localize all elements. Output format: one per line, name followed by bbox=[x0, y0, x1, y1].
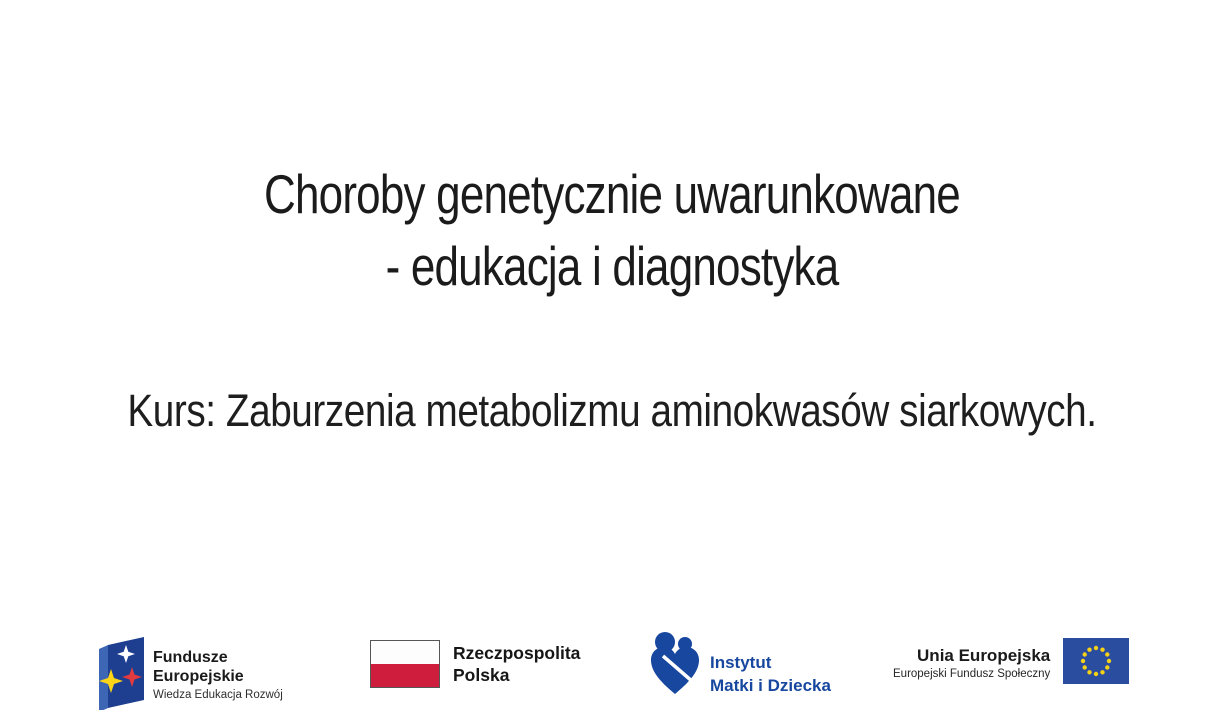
footer-logo-strip bbox=[0, 630, 1224, 720]
rzeczpospolita-polska-line-2: Polska bbox=[453, 665, 510, 685]
logo-rzeczpospolita-polska bbox=[370, 640, 580, 688]
logo-fundusze-europejskie bbox=[98, 636, 283, 715]
fundusze-europejskie-tagline: Wiedza Edukacja Rozwój bbox=[153, 689, 283, 701]
logo-unia-europejska bbox=[893, 638, 1129, 689]
mother-child-heart-icon bbox=[648, 632, 702, 701]
unia-europejska-name: Unia Europejska bbox=[917, 646, 1051, 665]
rzeczpospolita-polska-line-1: Rzeczpospolita bbox=[453, 643, 581, 663]
rzeczpospolita-polska-text bbox=[453, 642, 580, 686]
fundusze-europejskie-text bbox=[153, 649, 283, 702]
slide-subtitle: Kurs: Zaburzenia metabolizmu aminokwasów siarkowych. bbox=[127, 385, 1097, 436]
instytut-matki-i-dziecka-line-2: Matki i Dziecka bbox=[710, 675, 831, 695]
poland-flag-icon bbox=[370, 640, 440, 688]
instytut-matki-i-dziecka-text bbox=[710, 651, 831, 697]
unia-europejska-text bbox=[893, 646, 1050, 681]
logo-instytut-matki-i-dziecka bbox=[648, 632, 831, 701]
fundusze-europejskie-name-line-2: Europejskie bbox=[153, 667, 244, 685]
slide-title bbox=[0, 158, 1224, 302]
instytut-matki-i-dziecka-line-1: Instytut bbox=[710, 652, 772, 672]
unia-europejska-fund-name: Europejski Fundusz Społeczny bbox=[893, 668, 1051, 680]
fundusze-europejskie-name-line-1: Fundusze bbox=[153, 649, 228, 666]
slide-title-line-2: - edukacja i diagnostyka bbox=[385, 235, 839, 297]
poland-flag-white-stripe bbox=[371, 641, 439, 664]
slide-title-line-1: Choroby genetycznie uwarunkowane bbox=[264, 163, 960, 225]
eu-flag-icon bbox=[1063, 638, 1129, 689]
eu-funds-flag-icon bbox=[98, 636, 144, 715]
poland-flag-red-stripe bbox=[371, 664, 439, 687]
